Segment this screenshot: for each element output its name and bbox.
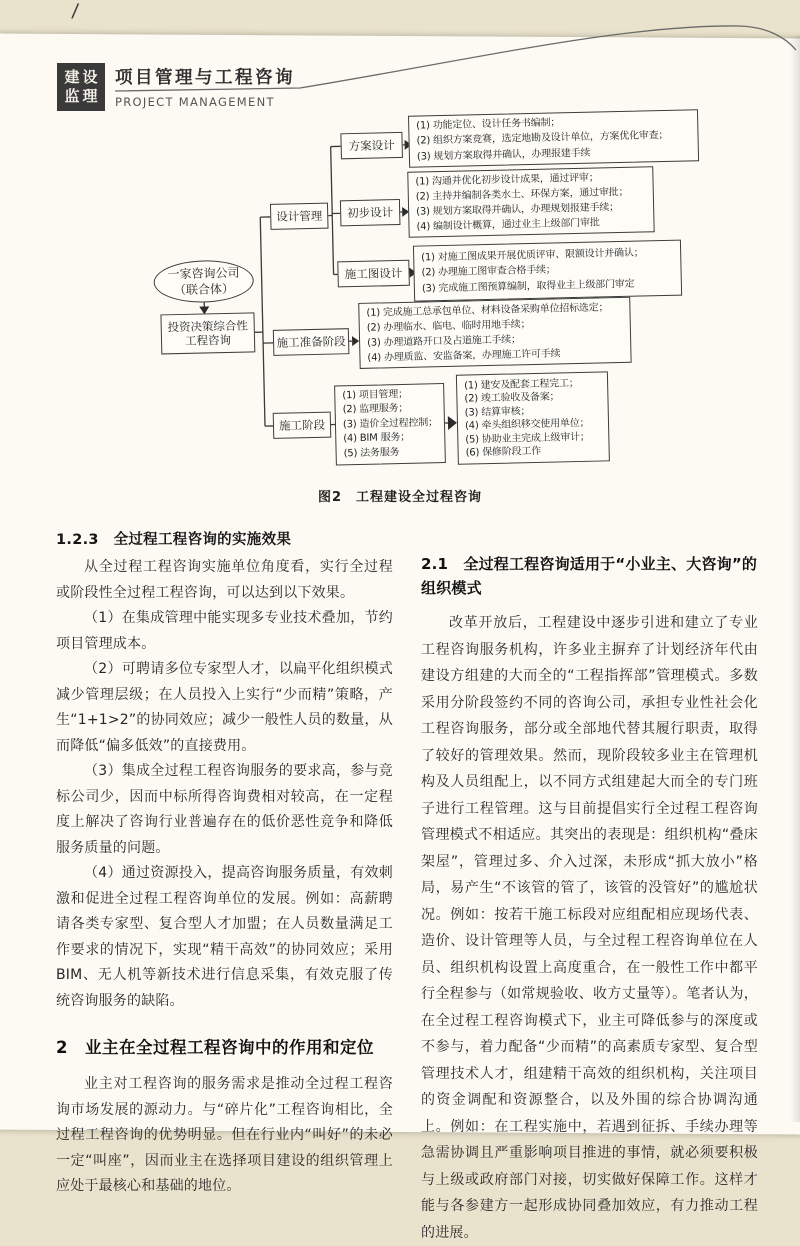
detail-line: (4) 办理质监、安监备案，办理施工许可手续 — [367, 348, 561, 364]
paragraph: （2）可聘请多位专家型人才，以扁平化组织模式减少管理层级；在人员投入上实行“少而精”策略，产生“1+1>2”的协同效应；减少一般性人员的数量，从而降低“偏多低效”的直接费用。 — [56, 661, 393, 754]
detail-line: (5) 协助业主完成上级审计； — [465, 431, 590, 446]
node-preliminary-design-tasks — [407, 166, 654, 238]
detail-line: (3) 办理道路开口及占道施工手续； — [367, 334, 521, 349]
node-text: 施工阶段 — [278, 417, 326, 433]
detail-line: (3) 造价全过程控制； — [342, 416, 439, 431]
node-construction-prep-tasks — [358, 297, 631, 369]
section-title: 项目管理与工程咨询 — [115, 68, 295, 88]
detail-line: (1) 沟通并优化初步设计成果，通过评审； — [415, 172, 599, 188]
detail-line: (3) 完成施工图预算编制，取得业主上级部门审定 — [421, 278, 635, 295]
node-text: 施工图设计 — [344, 265, 403, 282]
detail-line: (4) 编制设计概算，通过业主上级部门审批 — [416, 217, 600, 233]
detail-line: (3) 结算审核； — [464, 405, 531, 419]
node-working-drawing-design — [337, 260, 410, 288]
detail-line: (2) 竣工验收及备案； — [464, 391, 560, 405]
node-text: 工程咨询 — [184, 332, 232, 348]
detail-line: (2) 办理临水、临电、临时用地手续； — [366, 319, 531, 334]
node-text: 方案设计 — [348, 138, 395, 154]
paragraph: 改革开放后，工程建设中逐步引进和建立了专业工程咨询服务机构，许多业主摒弃了计划经济年代由建设方组建的大而全的“工程指挥部”管理模式。多数采用分阶段签约不同的咨询公司，承担专业性社会化工程咨询服务，部分或全部地代替其履行职责，取得了较好的管理效果。然而，现阶段较多业主在管理机构及人员组配上，以不同方式组建起大而全的专门班子进行工程管理。这与目前提倡实行全过程工程咨询管理模式不相适应。其突出的表现是：组织机构“叠床架屋”，管理过多、介入过深，未形成“抓大放小”格局，易产生“不该管的管了，该管的没管好”的尴尬状况。例如：按若干施工标段对应组配相应现场代表、造价、设计管理等人员，与全过程工程咨询单位在人员、组织机构设置上高度重合，在一般性工作中都平行全程参与（如常规验收、收方丈量等）。笔者认为，在全过程工程咨询模式下，业主可降低参与的深度或不参与，着力配备“少而精”的高素质专家型、复合型管理技术人才，组建精干高效的组织机构，关注项目的资金调配和资源整合，以及外围的综合协调沟通上。例如：在工程实施中，若遇到征拆、手续办理等急需协调且严重影响项目推进的事情，就必须要积极与上级或政府部门对接，切实做好保障工作。这样才能与各参建方一起形成协同叠加效应，有力推动工程的进展。 — [421, 615, 758, 1241]
detail-line: (2) 组织方案竞赛，选定地勘及设计单位，方案优化审查； — [416, 130, 669, 147]
detail-line: (1) 项目管理； — [342, 388, 408, 402]
detail-line: (6) 保修阶段工作 — [465, 445, 542, 459]
node-scheme-design — [340, 132, 403, 159]
right-column — [421, 528, 758, 1246]
journal-logo — [57, 63, 105, 111]
flowchart-figure — [36, 102, 768, 486]
detail-line: (3) 规划方案取得并确认，办理报建手续 — [416, 147, 591, 163]
detail-line: (2) 办理施工图审查合格手续； — [421, 264, 556, 279]
paragraph: （3）集成全过程工程咨询服务的要求高，参与竞标公司少，因而中标所得咨询费相对较高，在一定程度上解决了咨询行业普遍存在的低价恶性竞争和降低服务质量的问题。 — [56, 763, 393, 856]
paragraph: 从全过程工程咨询实施单位角度看，实行全过程或阶段性全过程工程咨询，可以达到以下效果。 — [56, 559, 393, 601]
detail-line: (1) 完成施工总承包单位、材料设备采购单位招标选定； — [366, 302, 609, 319]
node-text: （联合体） — [173, 281, 235, 298]
left-column — [56, 528, 393, 1246]
logo-text-top: 建设 — [64, 68, 101, 86]
detail-line: (5) 法务服务 — [343, 446, 400, 460]
logo-text-bottom: 监理 — [64, 87, 101, 105]
heading-2-1: 2.1 全过程工程咨询适用于“小业主、大咨询”的组织模式 — [421, 555, 758, 597]
node-investment-decision — [160, 312, 255, 354]
paragraph: （4）通过资源投入，提高咨询服务质量，有效刺激和促进全过程工程咨询单位的发展。例如：高薪聘请各类专家型、复合型人才加盟；在人员数量满足工作要求的情况下，实现“精干高效”的协同效应；采用 BIM、无人机等新技术进行信息采集，有效克服了传统咨询服务的缺陷。 — [56, 865, 393, 1009]
paragraph: 业主对工程咨询的服务需求是推动全过程工程咨询市场发展的源动力。与“碎片化”工程咨询相比，全过程工程咨询的优势明显。但在行业内“叫好”的未必一定“叫座”，因而业主在选择项目建设的组织管理上应处于最核心和基础的地位。 — [56, 1076, 393, 1194]
figure-caption: 图2 工程建设全过程咨询 — [317, 490, 483, 505]
node-design-management — [270, 203, 329, 230]
detail-line: (4) BIM 服务； — [343, 432, 411, 445]
node-text: 一家咨询公司 — [167, 265, 240, 282]
heading-1-2-3: 1.2.3 全过程工程咨询的实施效果 — [56, 532, 292, 548]
node-text: 施工准备阶段 — [276, 334, 346, 350]
detail-line: (1) 对施工图成果开展优质评审、限额设计并确认； — [421, 247, 644, 264]
detail-line: (3) 规划方案取得并确认，办理规划报建手续； — [416, 202, 620, 218]
node-construction-services — [334, 383, 446, 465]
node-construction-prep-stage — [273, 328, 350, 356]
node-text: 设计管理 — [276, 208, 323, 224]
text-columns — [56, 528, 758, 1246]
node-construction-stage — [273, 412, 332, 439]
detail-line: (1) 功能定位、设计任务书编制； — [416, 117, 561, 132]
node-text: 投资决策综合性 — [167, 318, 249, 335]
node-working-drawing-tasks — [413, 240, 682, 302]
node-construction-results — [456, 371, 610, 464]
detail-line: (1) 建安及配套工程完工； — [464, 377, 579, 392]
node-preliminary-design — [340, 199, 401, 226]
node-text: 初步设计 — [347, 205, 394, 221]
node-scheme-design-tasks — [408, 109, 699, 168]
detail-line: (2) 监理服务； — [342, 403, 409, 416]
paragraph: （1）在集成管理中能实现多专业技术叠加，节约项目管理成本。 — [56, 610, 393, 652]
section-subtitle: PROJECT MANAGEMENT — [115, 95, 275, 109]
heading-2: 2 业主在全过程工程咨询中的作用和定位 — [56, 1038, 374, 1057]
detail-line: (4) 牵头组织移交使用单位； — [464, 417, 590, 432]
detail-line: (2) 主持并编制各类水土、环保方案，通过审批； — [415, 186, 629, 203]
handwritten-mark: / — [70, 0, 80, 23]
